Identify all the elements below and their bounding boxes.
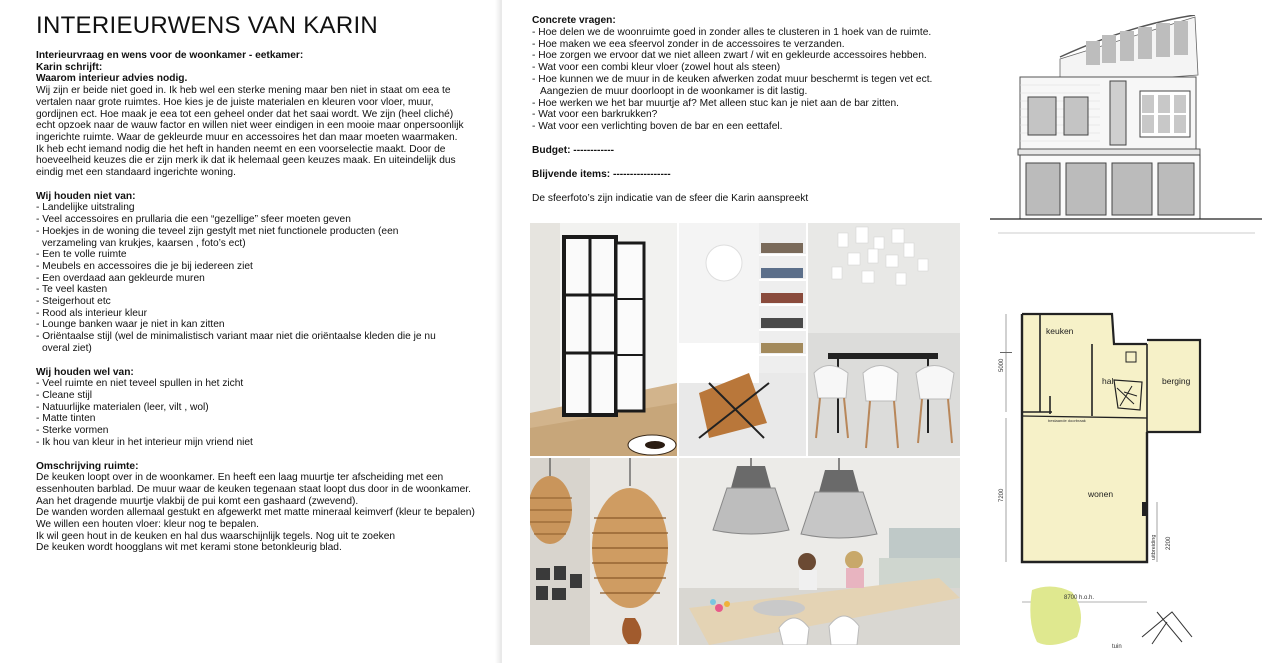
list-item: - Landelijke uitstraling [36,202,135,214]
list-item: verzameling van krukjes, kaarsen , foto’s ect) [42,237,246,249]
question-item: - Hoe maken we eea sfeervol zonder in de accessoires te verzanden. [532,38,845,50]
space-line: De wanden worden allemaal gestukt en afgewerkt met matte mineraal keimverf (kleur te bepalen) [36,507,475,519]
question-item: - Hoe delen we de woonruimte goed in zonder alles te clusteren in 1 hoek van de ruimte. [532,26,932,38]
photo-note: De sfeerfoto’s zijn indicatie van de sfeer die Karin aanspreekt [532,192,809,204]
question-item: - Wat voor een combi kleur vloer (zowel hout als steen) [532,62,781,74]
intro-line: gordijnen ect. Hoe maak je eea tot een geheel onder dat het saai wordt. We zijn (heel cliché) [36,108,454,120]
budget-line: Budget: ------------ [532,144,615,156]
list-item: - Sterke vormen [36,425,109,437]
intro-line: eindig met een standaard ingerichte woning. [36,167,236,179]
list-item: - Oriëntaalse stijl (wel de minimalistisch variant maar niet die oriëntaalse kleden die je nu [36,331,436,343]
list-item: - Veel ruimte en niet teveel spullen in het zicht [36,378,244,390]
plan-room-berging: berging [1162,376,1191,386]
list-item: overal ziet) [42,342,92,354]
question-item: Aangezien de muur doorloopt in de woonkamer is dit lastig. [540,85,808,97]
list-item: - Een overdaad aan gekleurde muren [36,272,205,284]
plan-label-doorbraak: bestaande doorbraak [1048,418,1086,423]
list-item: - Hoekjes in de woning die teveel zijn gestylt met niet functionele producten (een [36,225,399,237]
space-heading: Omschrijving ruimte: [36,460,139,472]
likes-heading: Wij houden wel van: [36,366,134,378]
facade-elevation-drawing [990,15,1262,237]
plan-label-tuin: tuin [1112,644,1122,650]
plan-dim-5000: 5000 [999,358,1005,372]
list-item: - Matte tinten [36,413,96,425]
space-line: Aan het dragende muurtje vlakbij de pui komt een gashaard (zwevend). [36,495,359,507]
list-item: - Te veel kasten [36,284,108,296]
list-item: - Een te volle ruimte [36,249,127,261]
plan-dim-8700: 8700 h.o.h. [1064,595,1095,601]
plan-room-wonen: wonen [1088,489,1114,499]
list-item: - Steigerhout etc [36,296,111,308]
intro-heading: Interieurvraag en wens voor de woonkamer - eetkamer: [36,50,304,61]
intro-line: ingerichte ruimte. Waar de gekleurde muur en accessoires het dan maar moeten waarmaken. [36,131,458,143]
list-item: - Rood als interieur kleur [36,307,147,319]
remaining-items-line: Blijvende items: ----------------- [532,168,671,180]
space-line: De keuken wordt hoogglans wit met kerami stone betonkleurig blad. [36,542,342,554]
questions-block [532,15,972,204]
space-line: De keuken loopt over in de woonkamer. En heeft een laag muurtje ter afscheiding met een [36,472,444,484]
question-item: - Hoe werken we het bar muurtje af? Met alleen stuc kan je niet aan de bar zitten. [532,97,899,109]
space-line: We willen een houten vloer: kleur nog te bepalen. [36,519,259,531]
plan-dim-2200: 2200 [1166,536,1172,550]
plan-label-uitbreiding: uitbreiding [1151,534,1157,560]
question-item: - Wat voor een barkrukken? [532,109,658,121]
right-page [502,0,1280,663]
photo-long-table-pendants [679,458,960,645]
plan-room-hal: hal [1102,376,1114,386]
questions-heading: Concrete vragen: [532,15,616,26]
mood-photo-collage [530,223,960,645]
intro-line: Ik heb echt iemand nodig die het heft in handen neemt en een voorselectie maakt. Door de [36,143,446,155]
why-heading: Waarom interieur advies nodig. [36,73,188,85]
plan-dim-7200: 7200 [999,488,1005,502]
left-page [0,0,500,663]
list-item: - Ik hou van kleur in het interieur mijn vriend niet [36,436,253,448]
page-title: INTERIEURWENS VAN KARIN [36,12,379,39]
author-line: Karin schrijft: [36,61,103,73]
question-item: - Hoe zorgen we ervoor dat we niet alleen zwart / wit en gekleurde accessoires hebben. [532,50,927,62]
list-item: - Lounge banken waar je niet in kan zitten [36,319,225,331]
plan-room-keuken: keuken [1046,326,1074,336]
list-item: - Cleane stijl [36,389,93,401]
photo-shelves-chair [679,223,806,456]
question-item: - Wat voor een verlichting boven de bar en een eettafel. [532,121,783,133]
floor-plan-sketch [992,292,1272,654]
list-item: - Meubels en accessoires die je bij iedereen ziet [36,260,253,272]
space-line: Ik wil geen hout in de keuken en hal dus waarschijnlijk tegels. Nog uit te zoeken [36,530,396,542]
photo-wood-pendants [530,458,677,645]
intro-line: hoeveelheid keuzes die er zijn merk ik dat ik helemaal geen keuzes maak. En uiteindelijk dus [36,155,456,167]
list-item: - Veel accessoires en prullaria die een “gezellige” sfeer moeten geven [36,214,351,226]
space-line: essenhouten barblad. De muur waar de keuken tegenaan staat loopt dus door in de woonkamer. [36,483,471,495]
intro-line: Wij zijn er beide niet goed in. Ik heb wel een sterke mening maar ben niet in staat om eea te [36,85,451,97]
intro-line: echt opzoek naar de wauw factor en willen niet weer eindigen in een mooie maar onpersoonlijk [36,120,464,132]
intro-line: vertalen naar grote ruimtes. Hoe kies je de juiste materialen en kleuren voor vloer, muur, [36,96,434,108]
photo-glass-doors [530,223,677,456]
list-item: - Natuurlijke materialen (leer, vilt , wol) [36,401,209,413]
question-item: - Hoe kunnen we de muur in de keuken afwerken zodat muur beschermt is tegen vet ect. [532,73,933,85]
dislikes-heading: Wij houden niet van: [36,190,136,202]
brief-text [36,50,496,554]
photo-dining-white-chairs [808,223,960,456]
